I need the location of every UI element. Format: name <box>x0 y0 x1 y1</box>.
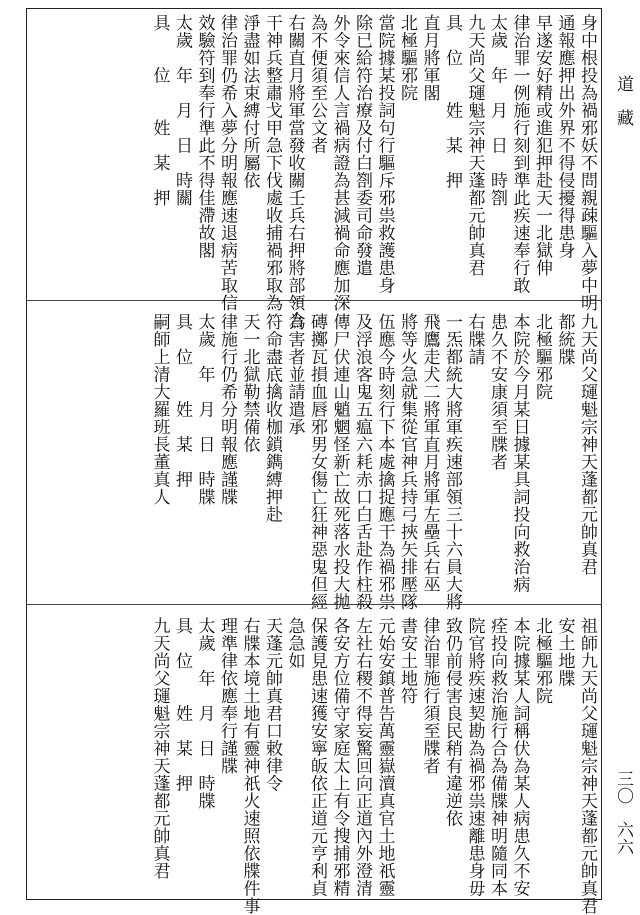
text-column: 九天尚父璭魁宗神天蓬都元帥真君 <box>464 14 485 277</box>
text-column: 具 位 姓 某 押 <box>442 14 462 189</box>
text-column: 直月將軍閣 <box>419 14 440 102</box>
text-column: 具 位 姓 某 押 <box>172 313 192 488</box>
text-column: 致仍前侵害良民稍有違逆依 <box>442 617 462 827</box>
text-column: 院官將疾速契勘為禍邪祟速離患身毋 <box>464 617 485 897</box>
margin-header: 道 藏 <box>613 75 633 126</box>
page-number: 三〇 六六 <box>613 770 633 855</box>
text-column: 元始安鎮普告萬靈嶽瀆真官土地祇靈 <box>374 617 395 897</box>
text-column: 各安方位備守家庭太上有令搜捕邪精 <box>329 617 350 897</box>
text-column: 淨盡如法束縛付所屬依 <box>239 14 260 189</box>
text-column: 保護見患速獲安寧皈依正道元亨利貞 <box>307 617 327 897</box>
text-column: 九天尚父璭魁宗神天蓬都元帥真君 <box>577 313 597 576</box>
text-column: 患久不安康須至牒者 <box>487 313 507 471</box>
text-column: 太歲 年 月 日 時牒 <box>194 313 215 506</box>
panel-divider-1 <box>26 300 602 301</box>
text-column: 飛鷹走犬二將軍直月將軍左壘兵右巫 <box>419 313 440 593</box>
text-column: 九天尚父璭魁宗神天蓬都元帥真君 <box>149 617 170 880</box>
text-column: 天蓬元帥真君口敕律令 <box>262 617 282 792</box>
text-column: 北極驅邪院 <box>532 617 552 705</box>
text-column: 左社右稷不得妄驚回向正道內外澄清 <box>352 617 372 897</box>
text-column: 為不便須至公文者 <box>307 14 327 154</box>
text-column: 為害者並請遣承 <box>284 313 305 436</box>
text-column: 具 位 姓 某 押 <box>149 14 170 207</box>
text-column: 北極驅邪院 <box>397 14 417 102</box>
text-column: 天一北獄勒禁備依 <box>239 313 260 453</box>
text-column: 北極驅邪院 <box>532 313 552 401</box>
text-column: 右關直月將軍當發收關壬兵右押將部領合 <box>284 14 305 329</box>
text-column: 書安土地符 <box>397 617 417 705</box>
text-column: 身中根投為禍邪妖不問親疎驅入夢中明 <box>577 14 597 312</box>
text-column: 具 位 姓 某 押 <box>172 617 192 792</box>
text-column: 律治罪施行須至牒者 <box>419 617 440 775</box>
text-column: 急急如 <box>284 617 305 670</box>
text-column: 太歲 年 月 日 時牒 <box>194 617 215 810</box>
text-column: 一炁都統大將軍疾速部領三十六員大將 <box>442 313 462 611</box>
text-column: 右牒本境土地有靈神祇火速照依牒件事 <box>239 617 260 915</box>
text-column: 當院據某投詞句行驅斥邪祟救護患身 <box>374 14 395 294</box>
text-column: 符命盡底擒收枷鎖鐫縛押赴 <box>262 313 282 523</box>
text-column: 通報應押出外界不得侵擾得患身 <box>554 14 575 259</box>
text-column: 理準律依應奉行謹牒 <box>217 617 237 775</box>
text-column: 本院於今月某日據某具詞投向救治病 <box>509 313 530 593</box>
text-column: 本院據某人詞稱伏為某人病患久不安 <box>509 617 530 897</box>
text-column: 伍應今時刻行下本處擒捉應干為禍邪祟 <box>374 313 395 611</box>
text-column: 太歲 年 月 日 時關 <box>172 14 192 207</box>
text-column: 嗣師上清大羅班長董真人 <box>149 313 170 506</box>
text-column: 律施行仍希分明報應謹牒 <box>217 313 237 506</box>
text-column: 右牒請 <box>464 313 485 366</box>
text-column: 律治罪一例施行刻到準此疾速奉行敢 <box>509 14 530 294</box>
text-column: 早遂安好精或進犯押赴天一北獄伸 <box>532 14 552 277</box>
text-column: 祖師九天尚父璭魁宗神天蓬都元帥真君 <box>577 617 597 915</box>
text-column: 痊投向救治施行合為備牒神明隨同本 <box>487 617 507 897</box>
text-column: 傳尸伏連山魈魍怪新亡故死落水投大拋 <box>329 313 350 611</box>
text-column: 將等火急就集從官神兵持弓挾矢排壓隊 <box>397 313 417 611</box>
text-column: 律治罪仍希入夢分明報應速退病苦取信 <box>217 14 237 312</box>
text-column: 效驗符到奉行準此不得佳滯故閣 <box>194 14 215 259</box>
text-column: 安土地牒 <box>554 617 575 687</box>
text-column: 及浮浪客鬼五瘟六耗赤口白舌赴作柱殺 <box>352 313 372 611</box>
text-column: 都統牒 <box>554 313 575 366</box>
text-column: 太歲 年 月 日 時劄 <box>487 14 507 207</box>
text-column: 磚擲瓦損血唇邪男女傷亡狂神惡鬼但經 <box>307 313 327 611</box>
text-column: 干神兵整肅戈甲急下伐處收捕禍邪取為 <box>262 14 282 312</box>
text-column: 除已給符治療及付白劄委司命發遣 <box>352 14 372 277</box>
text-column: 外令來信人言禍病證為甚減禍命應加深 <box>329 14 350 312</box>
